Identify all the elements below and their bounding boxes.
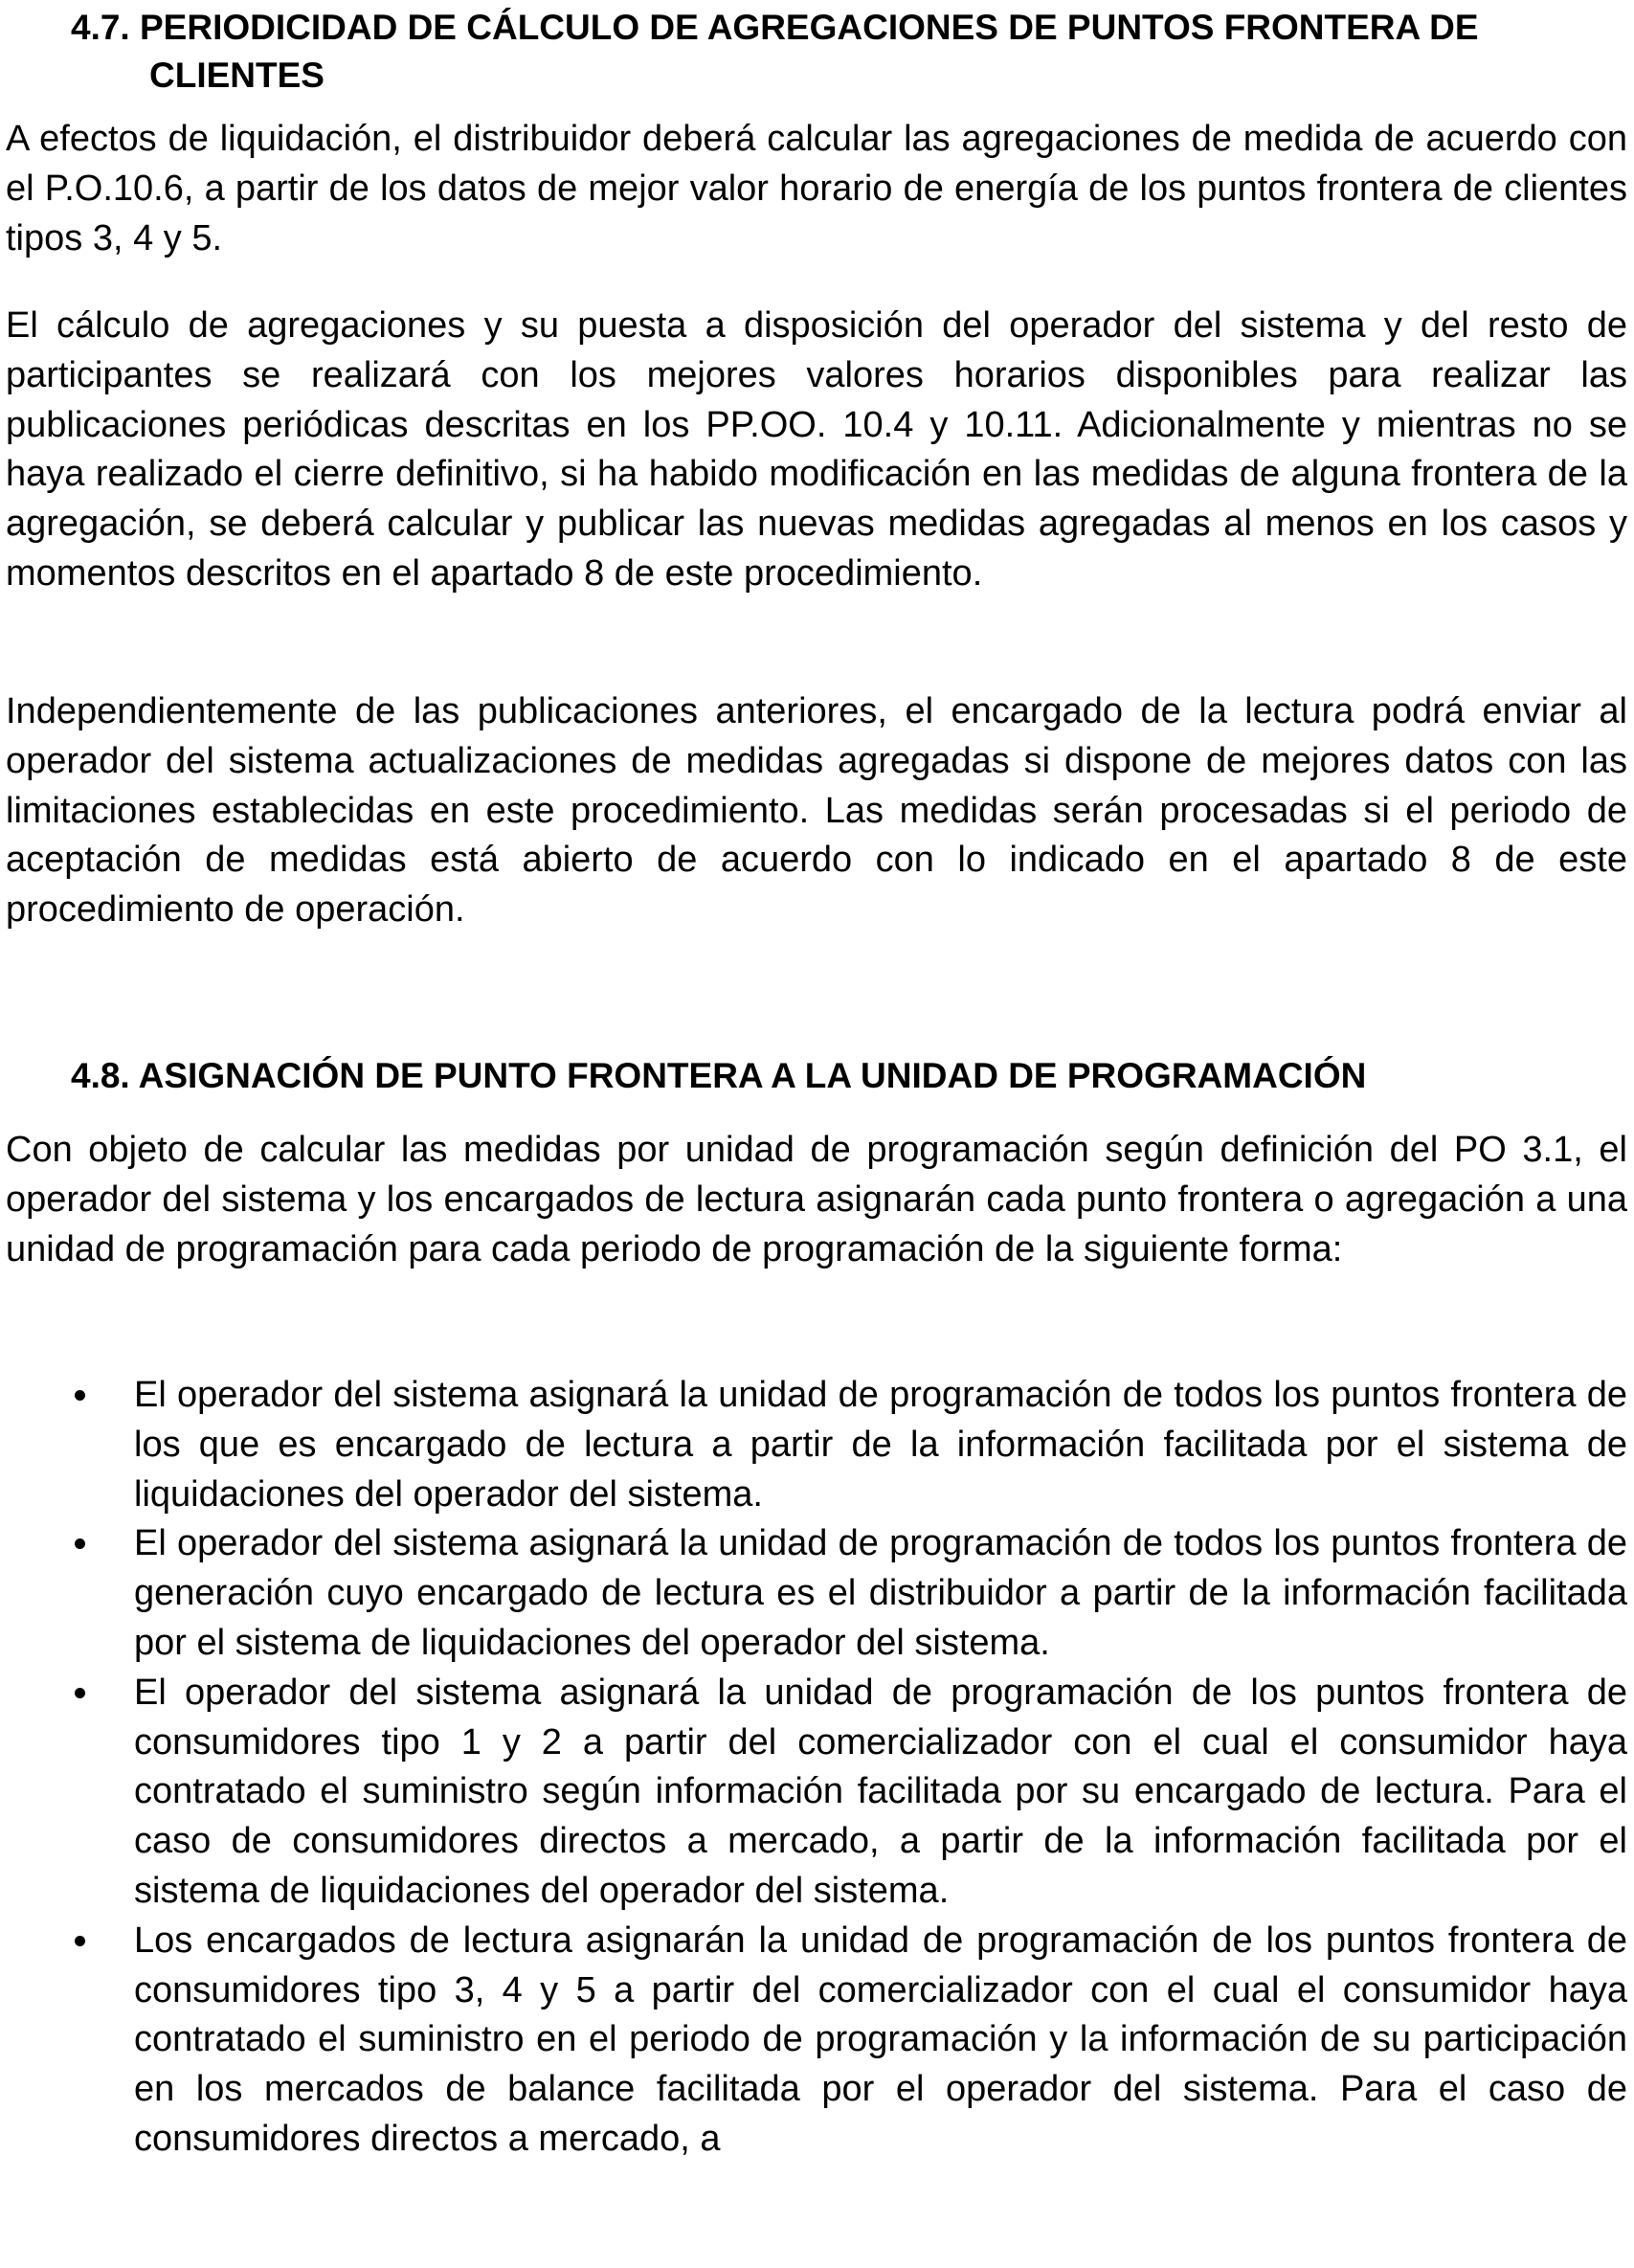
- list-item-text: El operador del sistema asignará la unidad de programación de los puntos frontera de consumidores tipo 1 y 2 a partir del comercializador con el cual el consumidor haya contratado el suministro según información facilitada por su encargado de lectura. Para el caso de consumidores directos a mercado, a partir de la información facilitada por el sistema de liquidaciones del operador del sistema.: [134, 1672, 1627, 1911]
- bullet-icon: [75, 1688, 85, 1698]
- section-4-8-heading: [4, 1052, 1627, 1100]
- list-item-text: El operador del sistema asignará la unidad de programación de todos los puntos frontera de generación cuyo encargado de lectura es el distribuidor a partir de la información facilitada por el sistema de liquidaciones del operador del sistema.: [134, 1523, 1627, 1663]
- section-4-7-paragraph-1: A efectos de liquidación, el distribuidor deberá calcular las agregaciones de medida de acuerdo con el P.O.10.6, a partir de los datos de mejor valor horario de energía de los puntos frontera de clientes tipos 3, 4 y 5.: [6, 119, 1627, 258]
- section-4-7-number: 4.7.: [71, 8, 130, 47]
- section-4-8-number: 4.8.: [71, 1056, 130, 1095]
- section-4-8-intro: Con objeto de calcular las medidas por unidad de programación según definición del PO 3.1, el operador del sistema y los encargados de lectura asignarán cada punto frontera o agregación a una unidad de programación para cada periodo de programación de la siguiente forma:: [6, 1130, 1627, 1269]
- bullet-list: [0, 1371, 1634, 2165]
- list-item: [0, 1371, 1634, 1519]
- list-item-text: Los encargados de lectura asignarán la unidad de programación de los puntos frontera de consumidores tipo 3, 4 y 5 a partir del comercializador con el cual el consumidor haya contratado el suministro en el periodo de programación y la información de su participación en los mercados de balance facilitada por el operador del sistema. Para el caso de consumidores directos a mercado, a: [134, 1920, 1627, 2159]
- bullet-icon: [75, 1538, 85, 1549]
- section-4-7-title-line1: PERIODICIDAD DE CÁLCULO DE AGREGACIONES DE PUNTOS FRONTERA DE: [140, 8, 1479, 47]
- section-4-7-paragraph-2: El cálculo de agregaciones y su puesta a disposición del operador del sistema y del resto de participantes se realizará con los mejores valores horarios disponibles para realizar las publicaciones periódicas descritas en los PP.OO. 10.4 y 10.11. Adicionalmente y mientras no se haya realizado el cierre definitivo, si ha habido modificación en las medidas de alguna frontera de la agregación, se deberá calcular y publicar las nuevas medidas agregadas al menos en los casos y momentos descritos en el apartado 8 de este procedimiento.: [6, 305, 1627, 594]
- bullet-icon: [75, 1936, 85, 1946]
- list-item: [0, 1917, 1634, 2165]
- list-item-text: El operador del sistema asignará la unidad de programación de todos los puntos frontera de los que es encargado de lectura a partir de la información facilitada por el sistema de liquidaciones del operador del sistema.: [134, 1375, 1627, 1515]
- list-item: [0, 1669, 1634, 1917]
- section-4-8-title: ASIGNACIÓN DE PUNTO FRONTERA A LA UNIDAD DE PROGRAMACIÓN: [138, 1056, 1367, 1095]
- section-4-7-title-line2: CLIENTES: [149, 56, 325, 95]
- section-4-7-paragraph-3: Independientemente de las publicaciones anteriores, el encargado de la lectura podrá enviar al operador del sistema actualizaciones de medidas agregadas si dispone de mejores datos con las limitaciones establecidas en este procedimiento. Las medidas serán procesadas si el periodo de aceptación de medidas está abierto de acuerdo con lo indicado en el apartado 8 de este procedimiento de operación.: [6, 691, 1627, 931]
- bullet-icon: [75, 1390, 85, 1401]
- section-4-7-heading: [4, 4, 1627, 100]
- list-item: [0, 1519, 1634, 1668]
